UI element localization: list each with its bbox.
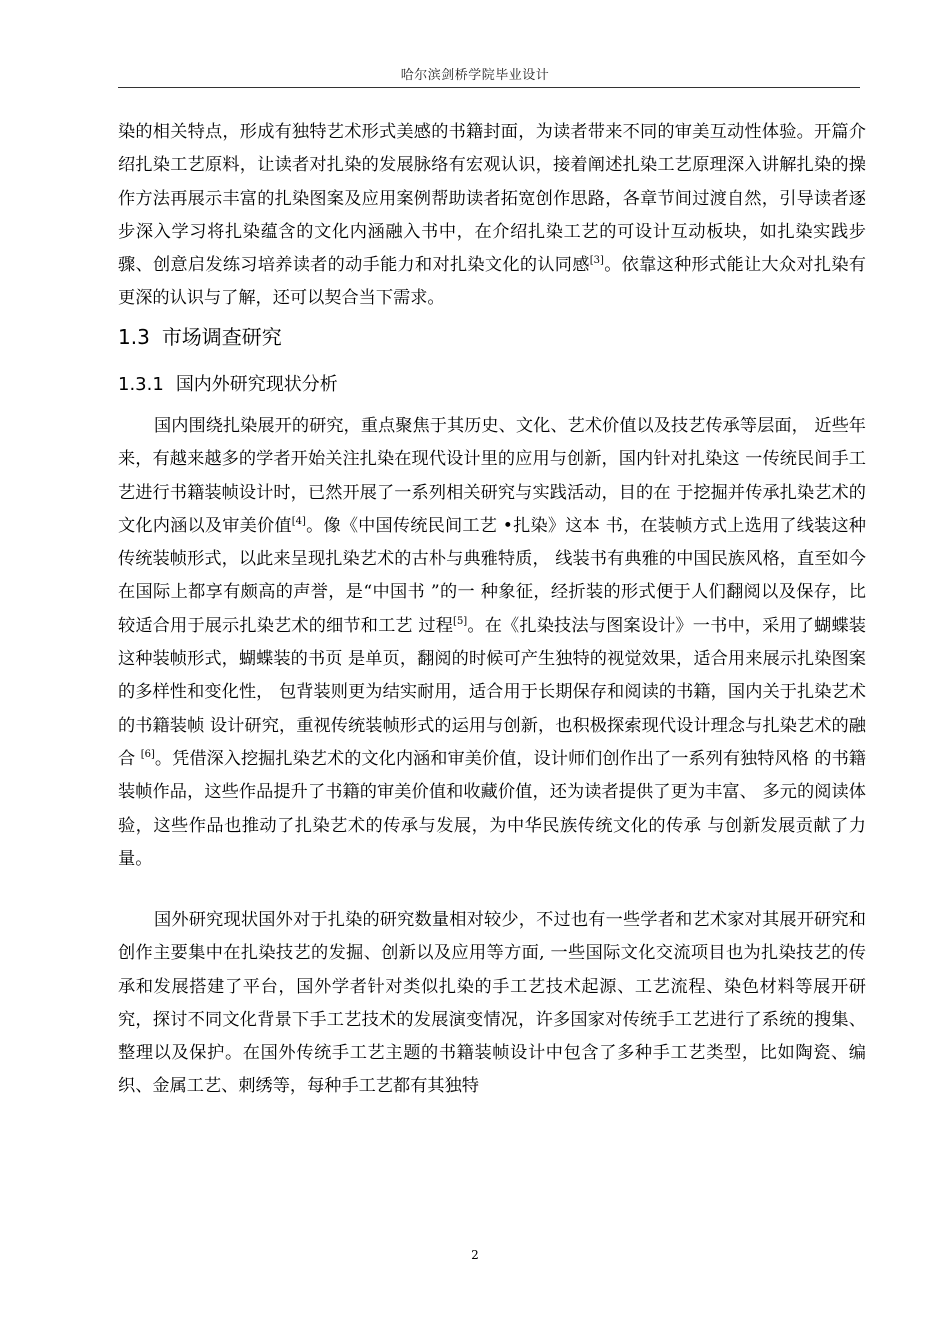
header-divider (118, 87, 860, 88)
intro-paragraph (118, 116, 866, 316)
domestic-text-2: 。像《中国传统民间工艺 •扎染》这本 书，在装帧方式上选用了线装这种传统装帧形式，以此来呈现扎染艺术的古朴与典雅特质， 线装书有典雅的中国民族风格，直至如今在国际上都享有颇高的声誉，是“中国书 ”的一 种象征，经折装的形式便于人们翻阅以及保存，比较适合用于展示扎染艺术的细节和工艺 过程 (118, 515, 866, 636)
intro-text-b: 。依靠这种形式能让大众对扎染有更深的认识与了解，还可以契合当下需求。 (118, 255, 866, 309)
foreign-text: 国外研究现状国外对于扎染的研究数量相对较少，不过也有一些学者和艺术家对其展开研究和创作主要集中在扎染技艺的发掘、创新以及应用等方面, 一些国际文化交流项目也为扎染技艺的传承和发展搭建了平台，国外学者针对类似扎染的手工艺技术起源、工艺流程、染色材料等展开研究，探讨不同文化背景下手工艺技术的发展演变情况，许多国家对传统手工艺进行了系统的搜集、整理以及保护。在国外传统手工艺主题的书籍装帧设计中包含了多种手工艺类型，比如陶瓷、编织、金属工艺、刺绣等，每种手工艺都有其独特 (118, 910, 866, 1097)
foreign-research-paragraph (118, 904, 866, 1104)
citation-5: [5] (453, 615, 468, 627)
intro-text-a: 染的相关特点，形成有独特艺术形式美感的书籍封面，为读者带来不同的审美互动性体验。开篇介绍扎染工艺原料，让读者对扎染的发展脉络有宏观认识，接着阐述扎染工艺原理深入讲解扎染的操作方法再展示丰富的扎染图案及应用案例帮助读者拓宽创作思路，各章节间过渡自然，引导读者逐步深入学习将扎染蕴含的文化内涵融入书中，在介绍扎染工艺的可设计互动板块，如扎染实践步骤、创意启发练习培养读者的动手能力和对扎染文化的认同感 (118, 122, 866, 276)
domestic-text-4: 。凭借深入挖掘扎染艺术的文化内涵和审美价值，设计师们创作出了一系列有独特风格 的书籍装帧作品，这些作品提升了书籍的审美价值和收藏价值，还为读者提供了更为丰富、 多元的阅读体验，这些作品也推动了扎染艺术的传承与发展，为中华民族传统文化的传承 与创新发展贡献了力量。 (118, 748, 866, 869)
domestic-text-1: 国内围绕扎染展开的研究，重点聚焦于其历史、文化、艺术价值以及技艺传承等层面， 近些年来，有越来越多的学者开始关注扎染在现代设计里的应用与创新，国内针对扎染这 一传统民间手工艺进行书籍装帧设计时，已然开展了一系列相关研究与实践活动，目的在 于挖掘并传承扎染艺术的文化内涵以及审美价值 (118, 416, 866, 536)
citation-4: [4] (291, 515, 306, 527)
section-heading (118, 320, 282, 354)
domestic-text-3: 。在《扎染技法与图案设计》一书中，采用了蝴蝶装这种装帧形式，蝴蝶装的书页 是单页，翻阅的时候可产生独特的视觉效果，适合用来展示扎染图案的多样性和变化性， 包背装则更为结实耐用，适合用于长期保存和阅读的书籍，国内关于扎染艺术的书籍装帧 设计研究，重视传统装帧形式的运用与创新，也积极探索现代设计理念与扎染艺术的融合 (118, 615, 866, 769)
citation-6: [6] (140, 748, 155, 760)
section-number: 1.3 (118, 325, 150, 349)
subsection-heading (118, 368, 338, 402)
subsection-title: 国内外研究现状分析 (175, 374, 338, 395)
page-number: 2 (471, 1248, 479, 1262)
section-title: 市场调查研究 (161, 325, 282, 349)
citation-3: [3] (589, 255, 604, 267)
page-header-title: 哈尔滨剑桥学院毕业设计 (400, 68, 550, 83)
domestic-research-paragraph (118, 410, 866, 876)
subsection-number: 1.3.1 (118, 374, 164, 395)
